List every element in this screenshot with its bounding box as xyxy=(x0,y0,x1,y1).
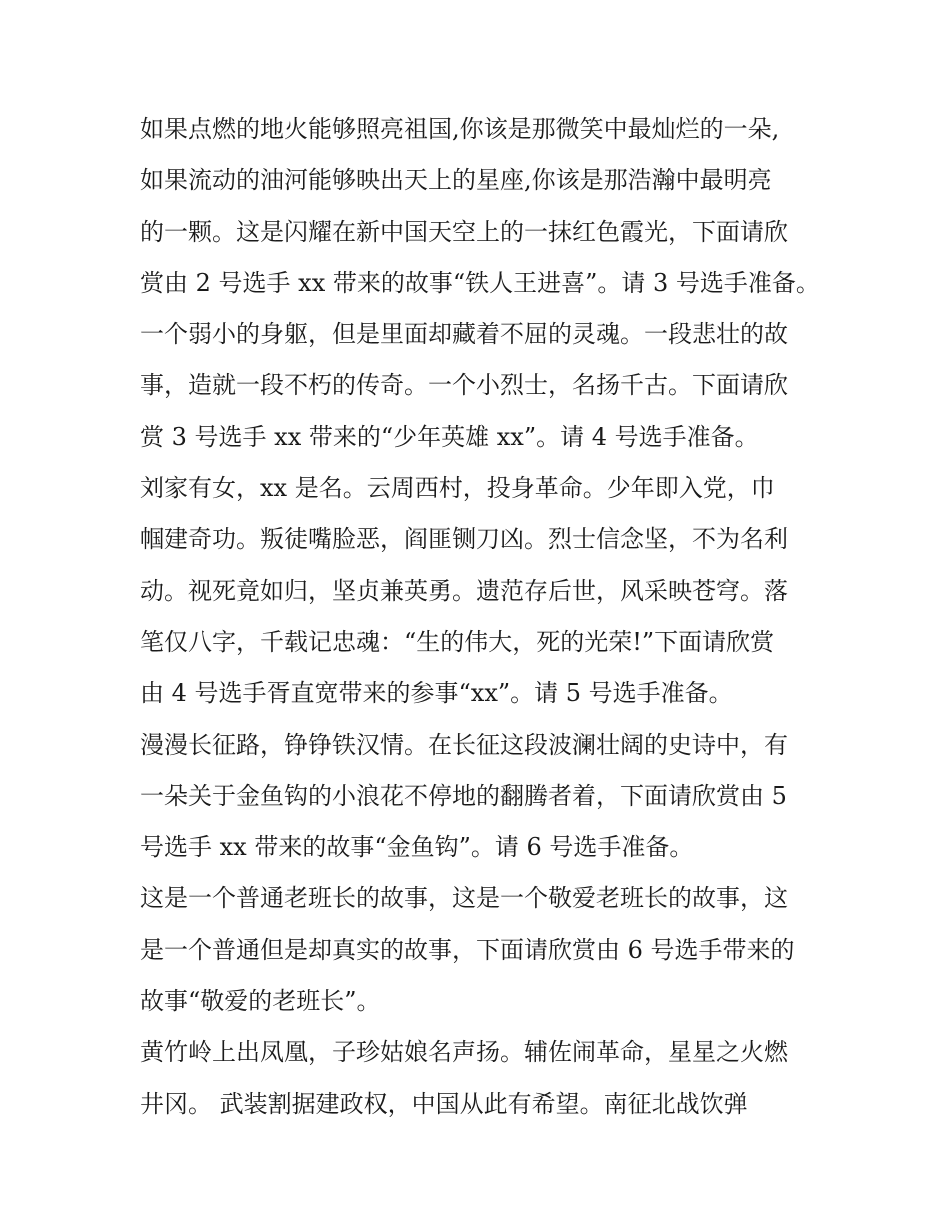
body-text xyxy=(140,104,820,1130)
text-line: 赏 3 号选手 xx 带来的“少年英雄 xx”。请 4 号选手准备。 xyxy=(140,422,759,451)
text-line: 的一颗。这是闪耀在新中国天空上的一抹红色霞光，下面请欣 xyxy=(140,217,788,246)
text-line: 赏由 2 号选手 xx 带来的故事“铁人王进喜”。请 3 号选手准备。 xyxy=(140,268,820,297)
text-line: 一朵关于金鱼钩的小浪花不停地的翻腾者着，下面请欣赏由 5 xyxy=(140,781,787,810)
text-line: 一个弱小的身躯，但是里面却藏着不屈的灵魂。一段悲壮的故 xyxy=(140,320,788,349)
text-line: 动。视死竟如归，坚贞兼英勇。遗范存后世，风采映苍穹。落 xyxy=(140,576,788,605)
text-line: 笔仅八字，千载记忠魂：“生的伟大，死的光荣!”下面请欣赏 xyxy=(140,627,775,656)
text-line: 帼建奇功。叛徒嘴脸恶，阎匪铡刀凶。烈士信念坚，不为名利 xyxy=(140,525,788,554)
text-line: 事，造就一段不朽的传奇。一个小烈士，名扬千古。下面请欣 xyxy=(140,371,788,400)
text-line: 黄竹岭上出凤凰，子珍姑娘名声扬。辅佐闹革命，星星之火燃 xyxy=(140,1038,788,1067)
text-line: 故事“敬爱的老班长”。 xyxy=(140,987,381,1016)
text-line: 井冈。 武装割据建政权，中国从此有希望。南征北战饮弹 xyxy=(140,1089,748,1118)
text-line: 如果点燃的地火能够照亮祖国,你该是那微笑中最灿烂的一朵, xyxy=(140,115,780,143)
text-line: 如果流动的油河能够映出天上的星座,你该是那浩瀚中最明亮 xyxy=(140,166,772,195)
text-line: 漫漫长征路，铮铮铁汉情。在长征这段波澜壮阔的史诗中，有 xyxy=(140,730,788,759)
text-line: 由 4 号选手胥直宽带来的参事“xx”。请 5 号选手准备。 xyxy=(140,679,733,708)
text-line: 这是一个普通老班长的故事，这是一个敬爱老班长的故事，这 xyxy=(140,884,788,913)
text-line: 刘家有女，xx 是名。云周西村，投身革命。少年即入党，巾 xyxy=(140,474,775,503)
text-line: 号选手 xx 带来的故事“金鱼钩”。请 6 号选手准备。 xyxy=(140,833,694,862)
text-line: 是一个普通但是却真实的故事，下面请欣赏由 6 号选手带来的 xyxy=(140,935,795,964)
